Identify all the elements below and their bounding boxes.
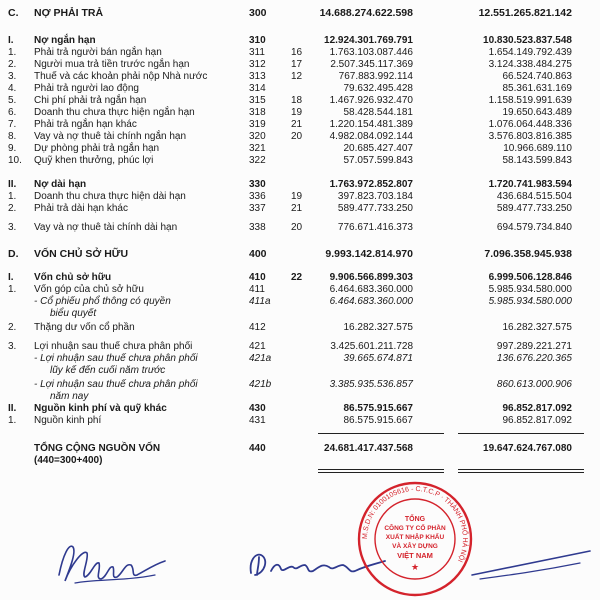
code: 421 [249,341,266,352]
divider [458,472,584,473]
code: 338 [249,222,266,233]
previous-value: 589.477.733.250 [496,203,572,214]
item-label: Thuế và các khoản phải nộp Nhà nước [34,71,208,82]
note: 21 [291,119,303,130]
section-d-row [0,248,600,260]
sub-line-item [0,379,600,391]
note: 18 [291,95,303,106]
line-item [0,155,600,167]
code: 314 [249,83,266,94]
code: 431 [249,415,266,426]
current-value: 3.385.935.536.857 [329,379,413,390]
signature-overlay [470,545,595,585]
line-item [0,131,600,143]
current-value: 9.906.566.899.303 [329,272,413,283]
item-number: 1. [8,47,17,58]
note: 19 [291,191,303,202]
current-value: 1.763.972.852.807 [329,179,413,190]
current-value: 767.883.992.114 [338,71,413,82]
item-label: Lợi nhuận sau thuế chưa phân phối [34,341,193,352]
current-value: 6.464.683.360.000 [329,296,413,307]
previous-value: 6.999.506.128.846 [488,272,572,283]
section-title: VỐN CHỦ SỞ HỮU [34,248,129,260]
item-label: - Cổ phiếu phổ thông có quyền [34,296,171,307]
current-value: 24.681.417.437.568 [324,443,413,454]
total-formula-row [0,455,600,467]
code: 400 [249,248,267,260]
previous-value: 85.361.631.169 [502,83,572,94]
item-number: 2. [8,203,17,214]
item-label: Vay và nợ thuê tài chính dài hạn [34,222,178,233]
current-value: 2.507.345.117.369 [330,59,413,70]
item-label: Phải trả người bán ngắn hạn [34,47,162,58]
current-value: 16.282.327.575 [343,322,413,333]
line-item [0,119,600,131]
line-item [0,222,600,234]
code: 320 [249,131,266,142]
code: 421a [249,353,272,364]
total-row [0,443,600,455]
code: 421b [249,379,272,390]
group-letter: I. [8,35,14,46]
item-number: 3. [8,341,17,352]
group-letter: II. [8,179,17,190]
current-value: 86.575.915.667 [343,403,413,414]
item-label: Phải trả người lao động [34,83,139,94]
divider [318,469,444,470]
line-item [0,284,600,296]
previous-value: 136.676.220.365 [496,353,572,364]
previous-value: 10.966.689.110 [503,143,572,154]
funds-header [0,403,600,415]
previous-value: 3.124.338.484.275 [488,59,572,70]
item-number: 1. [8,284,17,295]
stamp-line: TỔNG [404,516,426,523]
item-number: 7. [8,119,17,130]
item-label: - Lợi nhuận sau thuế chưa phân phối [34,353,198,364]
current-value: 39.665.674.871 [343,353,413,364]
section-letter: C. [8,7,19,19]
previous-value: 860.613.000.906 [496,379,572,390]
current-value: 9.993.142.814.970 [325,248,413,260]
previous-value: 16.282.327.575 [502,322,572,333]
sub-line-item-cont [0,391,600,403]
note: 16 [291,47,303,58]
item-number: 9. [8,143,17,154]
item-number: 1. [8,415,17,426]
note: 19 [291,107,303,118]
total-title: TỔNG CỘNG NGUỒN VỐN [34,443,161,454]
previous-value: 58.143.599.843 [502,155,572,166]
current-value: 57.057.599.843 [343,155,413,166]
divider [318,472,444,473]
section-c-row [0,7,600,19]
line-item [0,107,600,119]
line-item [0,47,600,59]
item-label: Doanh thu chưa thực hiện ngắn hạn [34,107,195,118]
stamp-line: VÀ XÂY DỰNG [392,543,438,550]
group-letter: II. [8,403,17,414]
current-value: 4.982.084.092.144 [329,131,413,142]
line-item [0,71,600,83]
current-value: 1.763.103.087.446 [329,47,413,58]
note: 20 [291,222,303,233]
current-value: 1.467.926.932.470 [329,95,413,106]
code: 318 [249,107,266,118]
current-value: 12.924.301.769.791 [324,35,413,46]
previous-value: 96.852.817.092 [502,415,572,426]
item-label: lũy kế đến cuối năm trước [50,365,166,376]
total-formula: (440=300+400) [34,455,103,466]
current-value: 14.688.274.622.598 [319,7,413,19]
current-value: 3.425.601.211.728 [330,341,413,352]
item-label: Thặng dư vốn cổ phần [34,322,135,333]
previous-value: 1.158.519.991.639 [488,95,572,106]
item-label: Quỹ khen thưởng, phúc lợi [34,155,154,166]
previous-value: 5.985.934.580.000 [488,296,572,307]
item-label: Người mua trả tiền trước ngắn hạn [34,59,190,70]
stamp-line: CÔNG TY CỔ PHẦN [384,525,446,532]
note: 22 [291,272,303,283]
previous-value: 1.654.149.792.439 [488,47,572,58]
previous-value: 3.576.803.816.385 [488,131,572,142]
code: 300 [249,7,267,19]
group-letter: I. [8,272,14,283]
previous-value: 66.524.740.863 [502,71,572,82]
current-value: 776.671.416.373 [337,222,413,233]
short-term-header [0,35,600,47]
code: 411a [249,296,271,307]
code: 330 [249,179,266,190]
current-value: 58.428.544.181 [343,107,413,118]
section-letter: D. [8,248,19,260]
item-label: năm nay [50,391,89,402]
previous-value: 12.551.265.821.142 [478,7,572,19]
code: 410 [249,272,266,283]
item-label: Doanh thu chưa thực hiện dài hạn [34,191,186,202]
stamp-star-icon: ★ [410,562,420,572]
item-label: Vốn góp của chủ sở hữu [34,284,144,295]
line-item [0,191,600,203]
current-value: 589.477.733.250 [337,203,413,214]
stamp-line: XUẤT NHẬP KHẨU [385,534,445,541]
current-value: 397.823.703.184 [337,191,413,202]
item-label: Phải trả dài hạn khác [34,203,128,214]
previous-value: 10.830.523.837.548 [483,35,572,46]
note: 20 [291,131,303,142]
item-label: biểu quyết [50,308,97,319]
stamp-ring-text: M.S.D.N: 0100105616 - C.T.C.P · THÀNH PHỐ HÀ NỘI [361,485,469,564]
divider [318,433,444,434]
line-item [0,95,600,107]
item-number: 5. [8,95,17,106]
code: 319 [249,119,266,130]
divider [458,469,584,470]
signature-preparer [55,535,185,590]
group-title: Vốn chủ sở hữu [34,272,112,283]
current-value: 20.685.427.407 [343,143,413,154]
item-label: Dự phòng phải trả ngắn hạn [34,143,160,154]
item-label: - Lợi nhuận sau thuế chưa phân phối [34,379,198,390]
current-value: 6.464.683.360.000 [329,284,413,295]
previous-value: 5.985.934.580.000 [488,284,572,295]
previous-value: 96.852.817.092 [502,403,572,414]
previous-value: 7.096.358.945.938 [484,248,572,260]
line-item [0,83,600,95]
company-stamp [356,480,474,598]
code: 412 [249,322,266,333]
sub-line-item [0,353,600,365]
item-label: Phải trả ngắn hạn khác [34,119,137,130]
divider [458,433,584,434]
current-value: 86.575.915.667 [343,415,413,426]
line-item [0,341,600,353]
code: 411 [249,284,265,295]
line-item [0,322,600,334]
code: 312 [249,59,266,70]
line-item [0,59,600,71]
stamp-line: VIỆT NAM [397,551,433,560]
item-number: 4. [8,83,17,94]
group-title: Nợ dài hạn [34,179,87,190]
group-title: Nợ ngắn hạn [34,35,96,46]
item-number: 3. [8,222,17,233]
previous-value: 1.076.064.448.336 [488,119,572,130]
sub-line-item [0,296,600,308]
line-item [0,415,600,427]
item-number: 2. [8,59,17,70]
previous-value: 1.720.741.983.594 [488,179,572,190]
item-number: 1. [8,191,17,202]
code: 430 [249,403,266,414]
note: 21 [291,203,303,214]
sub-line-item-cont [0,365,600,377]
code: 336 [249,191,266,202]
item-number: 6. [8,107,17,118]
line-item [0,203,600,215]
item-number: 2. [8,322,17,333]
code: 337 [249,203,266,214]
previous-value: 436.684.515.504 [496,191,572,202]
item-number: 3. [8,71,17,82]
item-label: Vay và nợ thuê tài chính ngắn hạn [34,131,187,142]
current-value: 1.220.154.481.389 [329,119,413,130]
code: 310 [249,35,266,46]
note: 17 [291,59,303,70]
equity-header [0,272,600,284]
previous-value: 19.647.624.767.080 [483,443,572,454]
previous-value: 997.289.221.271 [496,341,572,352]
code: 321 [249,143,266,154]
note: 12 [291,71,303,82]
code: 311 [249,47,265,58]
item-number: 10. [8,155,22,166]
item-label: Nguồn kinh phí [34,415,102,426]
group-title: Nguồn kinh phí và quỹ khác [34,403,167,414]
long-term-header [0,179,600,191]
code: 440 [249,443,266,454]
line-item [0,143,600,155]
code: 322 [249,155,266,166]
code: 313 [249,71,266,82]
code: 315 [249,95,266,106]
sub-line-item-cont [0,308,600,320]
item-number: 8. [8,131,17,142]
section-title: NỢ PHẢI TRẢ [34,7,104,19]
previous-value: 19.650.643.489 [502,107,572,118]
current-value: 79.632.495.428 [343,83,413,94]
item-label: Chi phí phải trả ngắn hạn [34,95,147,106]
previous-value: 694.579.734.840 [496,222,572,233]
